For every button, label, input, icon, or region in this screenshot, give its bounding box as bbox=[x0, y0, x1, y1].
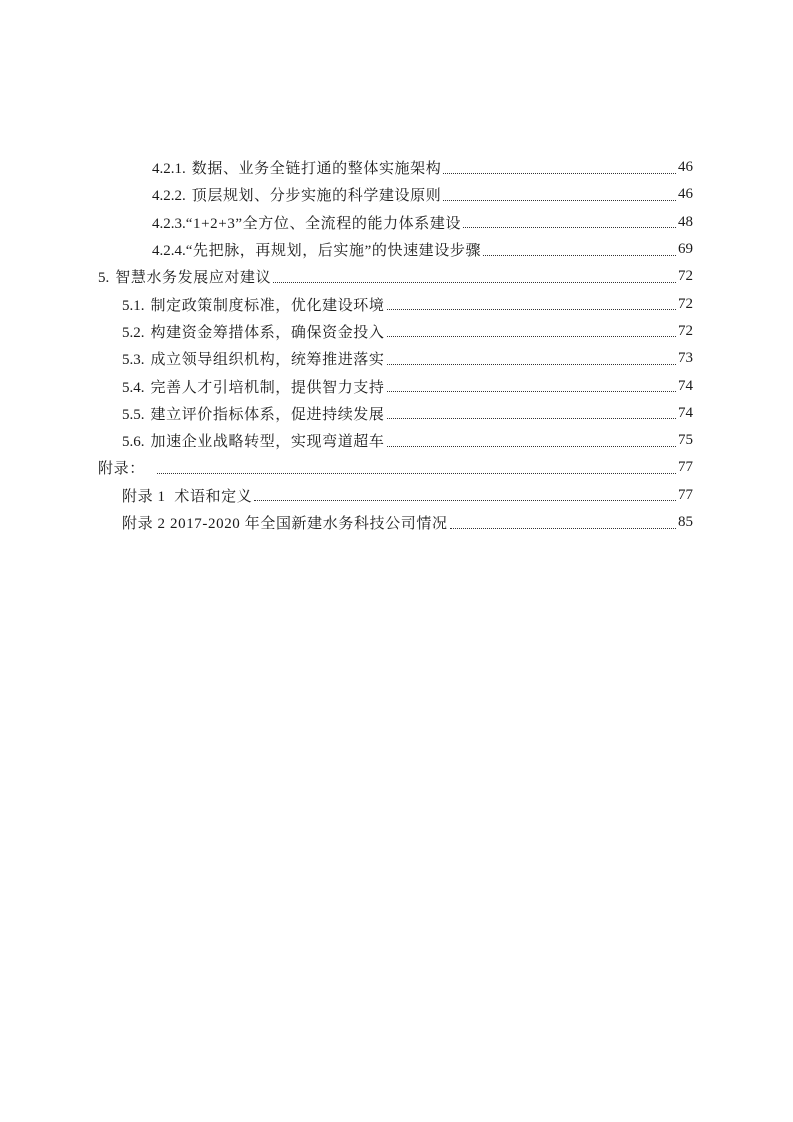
toc-entry-page: 77 bbox=[678, 459, 693, 476]
toc-entry-title: 制定政策制度标准，优化建设环境 bbox=[150, 297, 385, 314]
toc-entry-appendix-2[interactable] bbox=[0, 509, 793, 536]
toc-entry-5-6[interactable] bbox=[0, 427, 793, 454]
toc-entry-page: 73 bbox=[678, 350, 693, 367]
toc-entry-number: 5.5. bbox=[122, 406, 145, 423]
toc-entry-5-5[interactable] bbox=[0, 400, 793, 427]
toc-entry-page: 72 bbox=[678, 322, 693, 339]
dot-leader bbox=[157, 472, 676, 474]
toc-entry-title: 完善人才引培机制，提供智力支持 bbox=[150, 379, 385, 396]
dot-leader bbox=[443, 199, 676, 201]
toc-entry-number: 5.2. bbox=[122, 324, 145, 341]
toc-entry-page: 85 bbox=[678, 514, 693, 530]
toc-entry-page: 46 bbox=[678, 159, 693, 176]
toc-entry-5[interactable] bbox=[0, 263, 793, 290]
toc-entry-number: 4.2.3. bbox=[152, 215, 186, 232]
toc-entry-title: 附录 1 术语和定义 bbox=[122, 488, 253, 505]
toc-entry-number: 5.6. bbox=[122, 434, 145, 451]
toc-entry-5-1[interactable] bbox=[0, 290, 793, 317]
toc-entry-page: 48 bbox=[678, 213, 693, 230]
toc-entry-page: 74 bbox=[678, 377, 693, 394]
toc-entry-page: 75 bbox=[678, 432, 693, 449]
toc-entry-title: “先把脉，再规划，后实施”的快速建设步骤 bbox=[185, 243, 482, 260]
toc-entry-4-2-1[interactable] bbox=[0, 154, 793, 181]
toc-entry-page: 46 bbox=[678, 186, 693, 203]
toc-entry-number: 4.2.1. bbox=[152, 161, 186, 178]
dot-leader bbox=[387, 335, 676, 337]
dot-leader bbox=[254, 499, 676, 501]
toc-entry-title: 构建资金筹措体系，确保资金投入 bbox=[150, 324, 385, 341]
dot-leader bbox=[463, 226, 676, 228]
dot-leader bbox=[387, 363, 676, 365]
dot-leader bbox=[387, 308, 676, 310]
dot-leader bbox=[483, 254, 676, 256]
toc-entry-title: 建立评价指标体系，促进持续发展 bbox=[150, 406, 385, 423]
table-of-contents bbox=[0, 154, 793, 536]
dot-leader bbox=[387, 445, 676, 447]
toc-entry-appendix[interactable] bbox=[0, 454, 793, 481]
toc-entry-page: 69 bbox=[678, 241, 693, 258]
toc-entry-page: 72 bbox=[678, 268, 693, 285]
toc-entry-4-2-4[interactable] bbox=[0, 236, 793, 263]
toc-entry-4-2-2[interactable] bbox=[0, 181, 793, 208]
dot-leader bbox=[387, 417, 676, 419]
toc-entry-5-3[interactable] bbox=[0, 345, 793, 372]
toc-entry-5-2[interactable] bbox=[0, 318, 793, 345]
toc-entry-number: 4.2.4. bbox=[152, 243, 186, 260]
dot-leader bbox=[387, 390, 676, 392]
toc-entry-number: 4.2.2. bbox=[152, 188, 186, 205]
dot-leader bbox=[273, 281, 676, 283]
toc-entry-5-4[interactable] bbox=[0, 372, 793, 399]
toc-entry-page: 72 bbox=[678, 295, 693, 312]
toc-entry-page: 74 bbox=[678, 404, 693, 421]
toc-entry-4-2-3[interactable] bbox=[0, 209, 793, 236]
toc-entry-page: 77 bbox=[678, 486, 693, 503]
toc-entry-number: 5.4. bbox=[122, 379, 145, 396]
toc-entry-title: 加速企业战略转型，实现弯道超车 bbox=[150, 434, 385, 451]
dot-leader bbox=[450, 527, 676, 529]
toc-entry-title: 数据、业务全链打通的整体实施架构 bbox=[191, 161, 442, 178]
toc-entry-number: 5.3. bbox=[122, 352, 145, 369]
toc-entry-title: 附录 2 2017-2020 年全国新建水务科技公司情况 bbox=[122, 516, 448, 532]
toc-entry-title: 智慧水务发展应对建议 bbox=[115, 270, 272, 287]
toc-entry-appendix-1[interactable] bbox=[0, 482, 793, 509]
toc-entry-title: 附录： bbox=[98, 461, 145, 478]
toc-entry-number: 5.1. bbox=[122, 297, 145, 314]
toc-entry-title: 成立领导组织机构，统筹推进落实 bbox=[150, 352, 385, 369]
toc-entry-number: 5. bbox=[98, 270, 110, 287]
toc-entry-title: “1+2+3”全方位、全流程的能力体系建设 bbox=[185, 215, 462, 232]
toc-entry-title: 顶层规划、分步实施的科学建设原则 bbox=[191, 188, 442, 205]
dot-leader bbox=[443, 172, 676, 174]
